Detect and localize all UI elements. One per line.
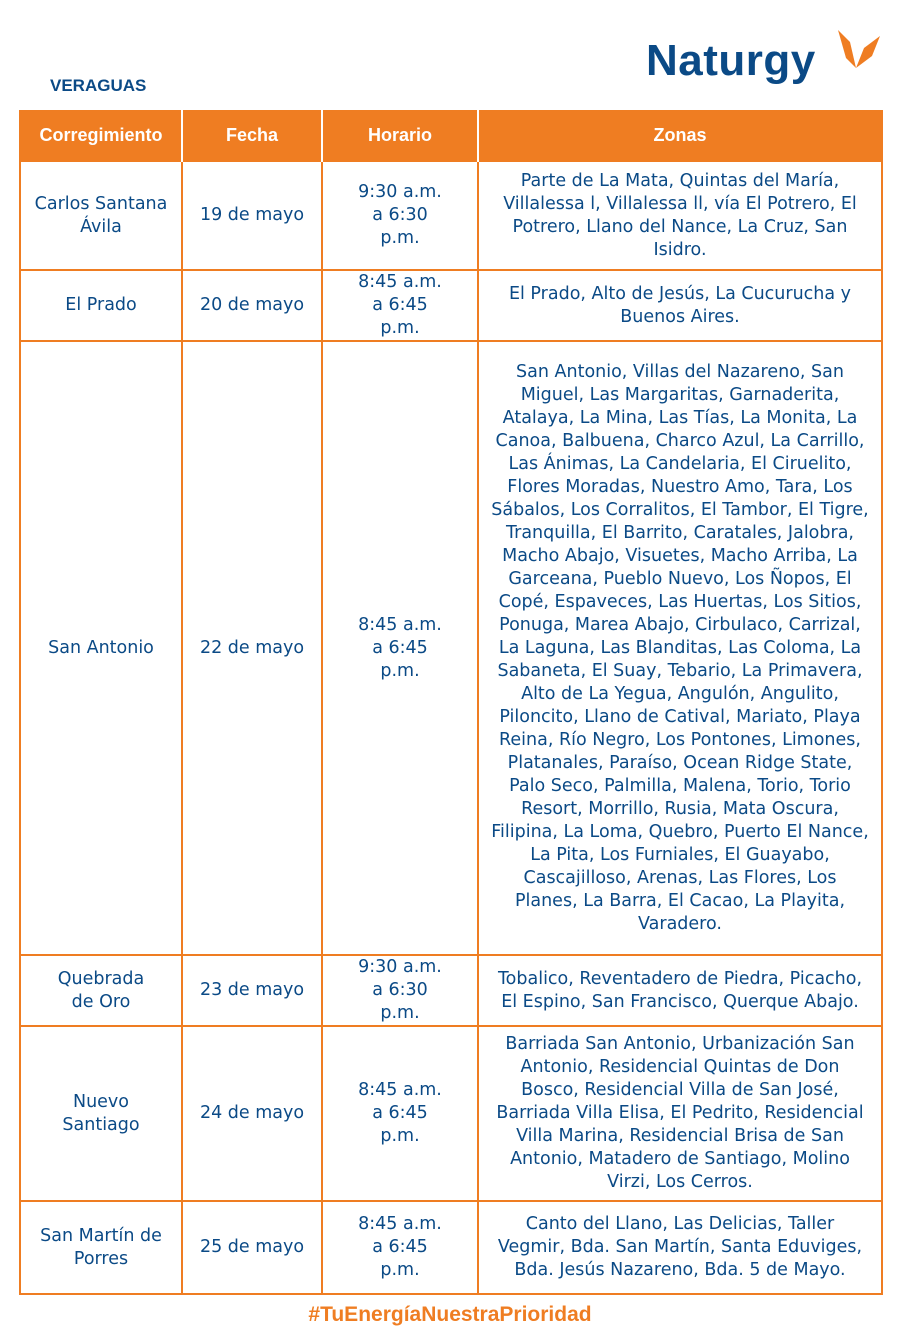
logo-wordmark: Naturgy [646, 36, 816, 85]
table-row [20, 341, 882, 955]
header-fecha: Fecha [182, 110, 322, 161]
cell-horario: 8:45 a.m. a 6:45 p.m. [322, 1026, 478, 1201]
cell-fecha: 23 de mayo [182, 955, 322, 1026]
cell-zonas: San Antonio, Villas del Nazareno, San Miguel, Las Margaritas, Garnaderita, Atalaya, La Mina, Las Tías, La Monita, La Canoa, Balbuena, Charco Azul, La Carrillo, Las Ánimas, La Candelaria, El Ciruelito, Flores Moradas, Nuestro Amo, Tara, Los Sábalos, Los Corralitos, El Tambor, El Tigre, Tranquilla, El Barrito, Caratales, Jalobra, Macho Abajo, Visuetes, Macho Arriba, La Garceana, Pueblo Nuevo, Los Ñopos, El Copé, Espaveces, Las Huertas, Los Sitios, Ponuga, Marea Abajo, Cirbulaco, Carrizal, La Laguna, Las Blanditas, Las Coloma, La Sabaneta, El Suay, Tebario, La Primavera, Alto de La Yegua, Angulón, Angulito, Piloncito, Llano de Catival, Mariato, Playa Reina, Río Negro, Los Pontones, Limones, Platanales, Paraíso, Ocean Ridge State, Palo Seco, Palmilla, Malena, Torio, Torio Resort, Morrillo, Rusia, Mata Oscura, Filipina, La Loma, Quebro, Puerto El Nance, La Pita, Los Furniales, El Guayabo, Cascajilloso, Arenas, Las Flores, Los Planes, La Barra, El Cacao, La Playita, Varadero. [478, 341, 882, 955]
cell-fecha: 20 de mayo [182, 270, 322, 341]
schedule-table [19, 110, 883, 1295]
header-horario: Horario [322, 110, 478, 161]
hashtag: #TuEnergíaNuestraPrioridad [308, 1303, 592, 1326]
table-row [20, 270, 882, 341]
cell-horario: 8:45 a.m. a 6:45 p.m. [322, 1201, 478, 1294]
table-row [20, 161, 882, 270]
butterfly-icon [834, 28, 884, 78]
cell-horario: 8:45 a.m. a 6:45 p.m. [322, 341, 478, 955]
cell-fecha: 25 de mayo [182, 1201, 322, 1294]
cell-zonas: Parte de La Mata, Quintas del María, Villalessa l, Villalessa ll, vía El Potrero, El Potrero, Llano del Nance, La Cruz, San Isidro. [478, 161, 882, 270]
region-title: VERAGUAS [50, 76, 147, 95]
cell-zonas: El Prado, Alto de Jesús, La Cucurucha y Buenos Aires. [478, 270, 882, 341]
cell-fecha: 19 de mayo [182, 161, 322, 270]
cell-corregimiento: Nuevo Santiago [20, 1026, 182, 1201]
cell-zonas: Canto del Llano, Las Delicias, Taller Vegmir, Bda. San Martín, Santa Eduviges, Bda. Jesús Nazareno, Bda. 5 de Mayo. [478, 1201, 882, 1294]
naturgy-logo [646, 28, 886, 94]
cell-fecha: 22 de mayo [182, 341, 322, 955]
cell-corregimiento: El Prado [20, 270, 182, 341]
cell-corregimiento: Quebrada de Oro [20, 955, 182, 1026]
cell-horario: 8:45 a.m. a 6:45 p.m. [322, 270, 478, 341]
cell-horario: 9:30 a.m. a 6:30 p.m. [322, 161, 478, 270]
cell-corregimiento: San Martín de Porres [20, 1201, 182, 1294]
table-row [20, 1201, 882, 1294]
cell-corregimiento: Carlos Santana Ávila [20, 161, 182, 270]
cell-zonas: Barriada San Antonio, Urbanización San Antonio, Residencial Quintas de Don Bosco, Residencial Villa de San José, Barriada Villa Elisa, El Pedrito, Residencial Villa Marina, Residencial Brisa de San Antonio, Matadero de Santiago, Molino Virzi, Los Cerros. [478, 1026, 882, 1201]
cell-corregimiento: San Antonio [20, 341, 182, 955]
header-corregimiento: Corregimiento [20, 110, 182, 161]
cell-fecha: 24 de mayo [182, 1026, 322, 1201]
table-row [20, 955, 882, 1026]
table-row [20, 1026, 882, 1201]
header-zonas: Zonas [478, 110, 882, 161]
cell-zonas: Tobalico, Reventadero de Piedra, Picacho, El Espino, San Francisco, Querque Abajo. [478, 955, 882, 1026]
cell-horario: 9:30 a.m. a 6:30 p.m. [322, 955, 478, 1026]
table-header-row [20, 110, 882, 161]
